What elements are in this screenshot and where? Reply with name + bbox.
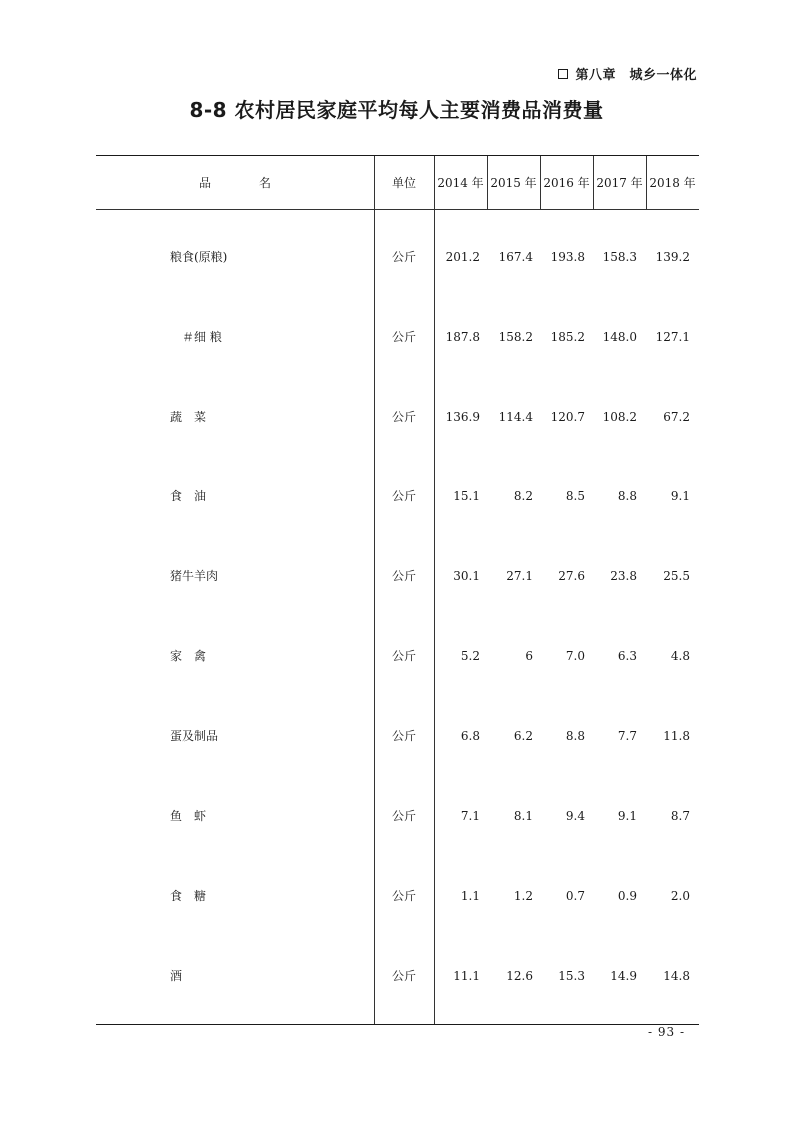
table-row [96, 327, 699, 347]
header-year-2017: 2017 年 [596, 176, 643, 190]
page-title: 8-8 农村居民家庭平均每人主要消费品消费量 [189, 98, 604, 122]
table-row [96, 646, 699, 666]
row-unit: 公斤 [391, 410, 416, 424]
header-year-2018: 2018 年 [649, 176, 696, 190]
row-value-2018: 8.7 [670, 809, 690, 823]
row-item-name: 猪牛羊肉 [170, 569, 219, 583]
header-year-2016: 2016 年 [543, 176, 590, 190]
row-value-2016: 0.7 [565, 889, 585, 903]
row-item-name: 食 糖 [170, 889, 207, 903]
row-item-name: 食 油 [170, 489, 207, 503]
page-number: - 93 - [647, 1025, 685, 1039]
running-head [558, 64, 697, 83]
row-value-2014: 187.8 [445, 330, 480, 344]
row-value-2016: 8.5 [565, 489, 585, 503]
row-item-name: 粮食(原粮) [170, 250, 228, 264]
row-item-name: 蛋及制品 [170, 729, 219, 743]
row-value-2017: 0.9 [617, 889, 637, 903]
row-unit: 公斤 [391, 889, 416, 903]
row-value-2016: 8.8 [565, 729, 585, 743]
row-value-2015: 1.2 [513, 889, 533, 903]
row-value-2015: 12.6 [506, 969, 533, 983]
row-value-2015: 114.4 [498, 410, 533, 424]
row-value-2017: 9.1 [617, 809, 637, 823]
table-row [96, 966, 699, 986]
row-value-2014: 1.1 [460, 889, 480, 903]
header-year-2014: 2014 年 [437, 176, 484, 190]
row-value-2017: 8.8 [617, 489, 637, 503]
row-value-2014: 136.9 [445, 410, 480, 424]
square-box-icon [558, 69, 568, 79]
row-value-2017: 23.8 [610, 569, 637, 583]
row-item-name: 酒 [170, 969, 183, 983]
row-value-2017: 6.3 [617, 649, 637, 663]
row-value-2017: 14.9 [610, 969, 637, 983]
chapter-label: 第八章 城乡一体化 [575, 68, 697, 83]
row-unit: 公斤 [391, 489, 416, 503]
row-value-2017: 158.3 [602, 250, 637, 264]
header-year-2015: 2015 年 [490, 176, 537, 190]
row-value-2018: 14.8 [663, 969, 690, 983]
row-value-2016: 120.7 [550, 410, 585, 424]
row-value-2017: 148.0 [602, 330, 637, 344]
row-value-2015: 6 [525, 649, 533, 663]
table-row [96, 486, 699, 506]
row-value-2016: 193.8 [550, 250, 585, 264]
row-unit: 公斤 [391, 250, 416, 264]
header-item-name: 品 名 [198, 176, 271, 190]
row-value-2018: 67.2 [663, 410, 690, 424]
row-value-2015: 8.2 [513, 489, 533, 503]
header-unit: 单位 [391, 176, 416, 190]
row-item-name: 家 禽 [170, 649, 207, 663]
row-item-name: 鱼 虾 [170, 809, 207, 823]
table-row [96, 726, 699, 746]
table-row [96, 407, 699, 427]
row-unit: 公斤 [391, 729, 416, 743]
row-value-2018: 9.1 [670, 489, 690, 503]
row-value-2016: 27.6 [558, 569, 585, 583]
row-value-2017: 7.7 [617, 729, 637, 743]
row-value-2018: 11.8 [663, 729, 690, 743]
row-value-2018: 127.1 [655, 330, 690, 344]
table-row [96, 886, 699, 906]
row-value-2014: 15.1 [453, 489, 480, 503]
row-value-2014: 11.1 [453, 969, 480, 983]
row-item-name: 蔬 菜 [170, 410, 207, 424]
row-value-2018: 4.8 [670, 649, 690, 663]
row-value-2014: 30.1 [453, 569, 480, 583]
row-unit: 公斤 [391, 649, 416, 663]
row-value-2016: 185.2 [550, 330, 585, 344]
row-value-2015: 8.1 [513, 809, 533, 823]
row-value-2015: 6.2 [513, 729, 533, 743]
row-value-2018: 139.2 [655, 250, 690, 264]
row-value-2014: 6.8 [460, 729, 480, 743]
row-value-2014: 201.2 [445, 250, 480, 264]
row-value-2016: 9.4 [565, 809, 585, 823]
table-row [96, 566, 699, 586]
row-value-2014: 7.1 [460, 809, 480, 823]
row-value-2018: 25.5 [663, 569, 690, 583]
row-value-2015: 158.2 [498, 330, 533, 344]
row-value-2017: 108.2 [602, 410, 637, 424]
row-unit: 公斤 [391, 330, 416, 344]
table-row [96, 247, 699, 267]
row-value-2014: 5.2 [460, 649, 480, 663]
consumption-table [96, 155, 699, 1025]
row-value-2015: 27.1 [506, 569, 533, 583]
row-unit: 公斤 [391, 569, 416, 583]
table-row [96, 806, 699, 826]
row-value-2018: 2.0 [670, 889, 690, 903]
row-value-2016: 15.3 [558, 969, 585, 983]
row-value-2016: 7.0 [565, 649, 585, 663]
row-item-name: ＃细 粮 [182, 330, 222, 344]
row-value-2015: 167.4 [498, 250, 533, 264]
row-unit: 公斤 [391, 969, 416, 983]
row-unit: 公斤 [391, 809, 416, 823]
